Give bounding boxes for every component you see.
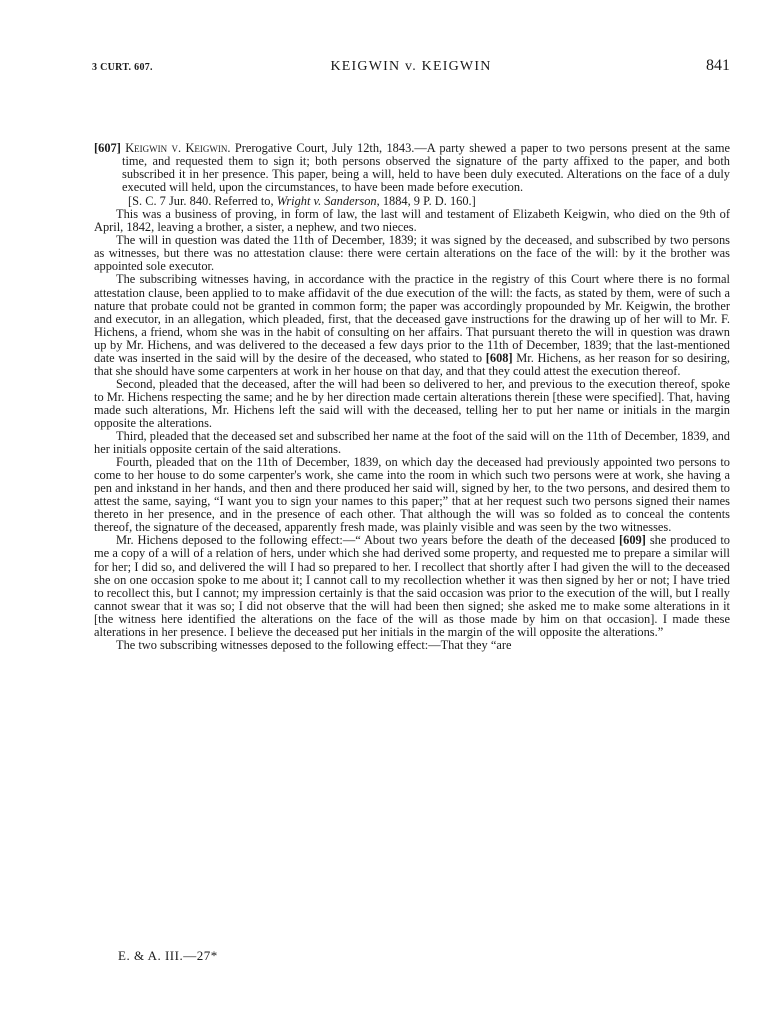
paragraph-witnesses bbox=[94, 273, 730, 377]
case-name: Keigwin v. Keigwin. bbox=[125, 141, 231, 155]
paragraph-text: Mr. Hichens deposed to the following effect:—“ About two years before the death of the deceased bbox=[116, 533, 616, 548]
original-page-ref: [607] bbox=[94, 141, 121, 155]
paragraph-text: Mr. Hichens, as her reason for so desiring, that she should have some carpenters at work in her house on that day, and that they could attest the execution thereof. bbox=[94, 350, 730, 378]
paragraph-text: she produced to me a copy of a will of a relation of hers, under which she had derived some property, and requested me to prepare a similar will for her; I did so, and delivered the will I had so prepared to her. I recollect that shortly after I had given the will to the deceased she on one occasion spoke to me about it; I cannot call to my recollection whether it was then signed by her or not; I have tried to recollect this, but I cannot; my impression certainly is that the said occasion was prior to the execution of the will, but I really cannot swear that it was so; I did not observe that the will had been then signed; she asked me to make some alterations in it [the witness here identified the alterations on the face of the will as those made by him on that occasion]. I made these alterations in her presence. I believe the deceased put her initials in the margin of the will opposite the alterations.” bbox=[94, 533, 730, 639]
citation-text: [S. C. 7 Jur. 840. Referred to, bbox=[128, 194, 274, 209]
paragraph-will-dated: The will in question was dated the 11th of December, 1839; it was signed by the deceased, and subscribed by two persons as witnesses, but there was no attestation clause: there were certain alterations on the face of the will: by it the brother was appointed sole executor. bbox=[94, 233, 730, 274]
cited-case: Wright v. Sanderson bbox=[276, 194, 377, 209]
running-header bbox=[92, 58, 730, 82]
citation-text-end: , 1884, 9 P. D. 160.] bbox=[376, 194, 476, 209]
signature-mark: E. & A. III.—27* bbox=[118, 948, 218, 963]
running-title: KEIGWIN v. KEIGWIN bbox=[330, 59, 492, 74]
report-body bbox=[94, 142, 730, 652]
paragraph-fourth-plea: Fourth, pleaded that on the 11th of December, 1839, on which day the deceased had previously appointed two persons to come to her house to do some carpenter's work, she came into the room in which such two persons were at work, she having a pen and inkstand in her hands, and then and there produced her said will, signed by her, to the two persons, and desired them to attest the same, saying, “I want you to sign your names to this paper;” that at her request such two persons signed their names thereto in her presence, and in the presence of each other. That although the will was so folded as to conceal the contents thereof, the signature of the deceased, apparently fresh made, was plainly visible and was seen by the two witnesses. bbox=[94, 455, 730, 535]
original-page-ref: [609] bbox=[619, 533, 646, 548]
page-number: 841 bbox=[706, 57, 730, 74]
report-citation: 3 CURT. 607. bbox=[92, 62, 153, 73]
headnote-text: Prerogative Court, July 12th, 1843.—A party shewed a paper to two persons present at the same time, and requested them to sign it; both persons observed the signature of the party affixed to the paper, and both subscribed it in her presence. This paper, being a will, held to have been duly executed. Alterations on the face of a duly executed will held, upon the circumstances, to have been made before execution. bbox=[122, 141, 730, 195]
paragraph-third-plea: Third, pleaded that the deceased set and subscribed her name at the foot of the said will on the 11th of December, 1839, and her initials opposite certain of the said alterations. bbox=[94, 429, 730, 457]
paragraph-hichens-deposition bbox=[94, 534, 730, 638]
paragraph-witness-deposition: The two subscribing witnesses deposed to the following effect:—That they “are bbox=[116, 637, 512, 652]
paragraph-text: The subscribing witnesses having, in accordance with the practice in the registry of this Court where there is no formal attestation clause, been applied to to make affidavit of the due execution of the will: the facts, as stated by them, were of such a nature that probate could not be granted in common form; the paper was accordingly propounded by Mr. Keigwin, the brother and executor, in an allegation, which pleaded, first, that the deceased gave instructions for the drawing up of her will to Mr. F. Hichens, a friend, whom she was in the habit of consulting on her affairs. That pursuant thereto the will in question was drawn up by Mr. Hichens, and was delivered to the deceased a few days prior to the 11th of December, 1839; that the last-mentioned date was inserted in the said will by the desire of the deceased, who stated to bbox=[94, 272, 730, 365]
original-page-ref: [608] bbox=[485, 350, 513, 365]
paragraph-second-plea: Second, pleaded that the deceased, after the will had been so delivered to her, and previous to the execution thereof, spoke to Mr. Hichens respecting the same; and he by her direction made certain alterations therein [these were specified]. That, having made such alterations, Mr. Hichens left the said will with the deceased, telling her to put her name or initials in the margin opposite the alterations. bbox=[94, 376, 730, 430]
paragraph-intro: This was a business of proving, in form of law, the last will and testament of Elizabeth Keigwin, who died on the 9th of April, 1842, leaving a brother, a sister, a nephew, and two nieces. bbox=[94, 207, 730, 235]
headnote bbox=[94, 142, 730, 194]
